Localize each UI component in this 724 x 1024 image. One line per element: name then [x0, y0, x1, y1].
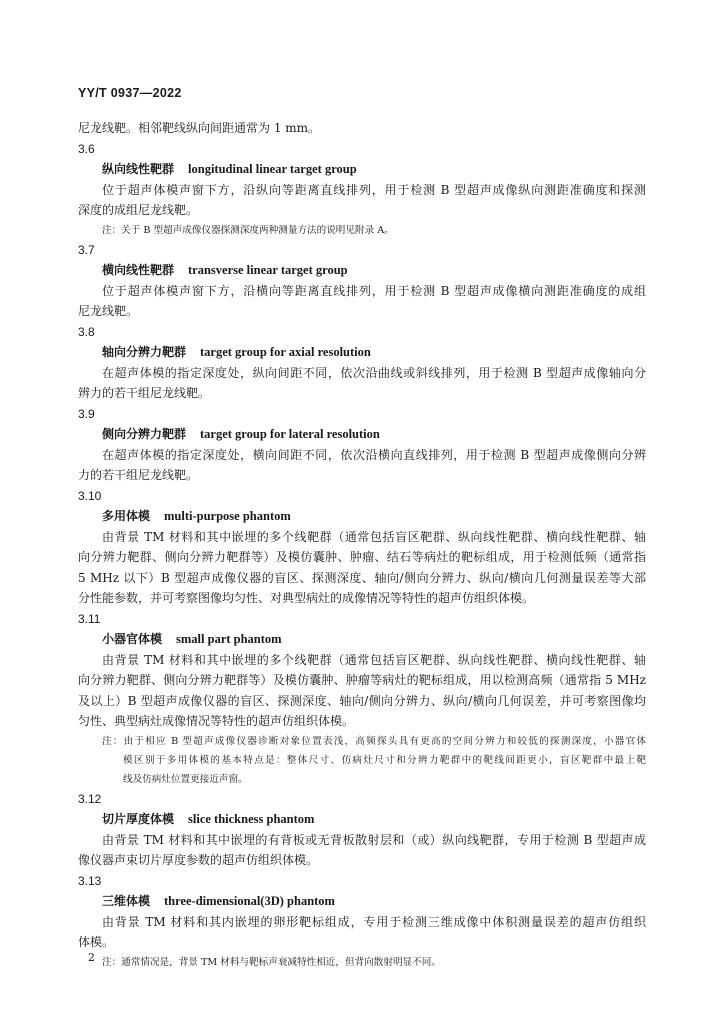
term-zh: 三维体模 [102, 894, 151, 908]
paragraph-line: 辨力的若干组尼龙线靶。 [78, 386, 211, 400]
term-en: slice thickness phantom [188, 812, 315, 826]
note-continuation: 线及仿病灶位置更接近声窗。 [123, 773, 248, 785]
term-heading [78, 809, 646, 830]
term-en: three-dimensional(3D) phantom [164, 894, 335, 908]
clause-number: 3.11 [78, 611, 101, 626]
page-number: 2 [88, 951, 95, 964]
term-heading [78, 260, 646, 281]
paragraph-line: 向分辨力靶群、侧向分辨力靶群等）及模仿囊肿、肿瘤等病灶的靶标组成，用以检测高频（通常指 5 MHz [78, 673, 646, 687]
term-zh: 切片厚度体模 [102, 812, 175, 826]
paragraph-line: 及以上）B 型超声成像仪器的盲区、探测深度、轴向/侧向分辨力、纵向/横向几何误差，并可考察图像均 [78, 693, 646, 708]
term-heading [78, 506, 646, 527]
paragraph-line: 位于超声体模声窗下方，沿横向等距离直线排列，用于检测 B 型超声成像横向测距准确度的成组 [102, 283, 646, 298]
note: 注：通常情况是，背景 TM 材料与靶标声衰减特性相近，但背向散射明显不同。 [102, 956, 441, 968]
term-zh: 侧向分辨力靶群 [102, 427, 187, 441]
paragraph-line: 力的若干组尼龙线靶。 [78, 468, 199, 482]
clause-number: 3.8 [78, 324, 95, 339]
term-en: target group for lateral resolution [200, 427, 380, 441]
paragraph-line: 由背景 TM 材料和其中嵌埋的多个线靶群（通常包括盲区靶群、纵向线性靶群、横向线性靶群、轴 [102, 652, 646, 667]
paragraph-line: 像仪器声束切片厚度参数的超声仿组织体模。 [78, 853, 319, 867]
standard-code: YY/T 0937—2022 [78, 86, 182, 100]
paragraph-line: 在超声体模的指定深度处，纵向间距不同，依次沿曲线或斜线排列，用于检测 B 型超声成像轴向分 [102, 365, 646, 380]
paragraph-line: 5 MHz 以下）B 型超声成像仪器的盲区、探测深度、轴向/侧向分辨力、纵向/横向几何测量误差等大部 [78, 570, 646, 585]
paragraph-line: 尼龙线靶。相邻靶线纵向间距通常为 1 mm。 [78, 121, 321, 135]
clause-number: 3.12 [78, 791, 102, 806]
paragraph-line: 匀性、典型病灶成像情况等特性的超声仿组织体模。 [78, 714, 355, 728]
paragraph-line: 在超声体模的指定深度处，横向间距不同，依次沿横向直线排列，用于检测 B 型超声成像侧向分辨 [102, 447, 646, 462]
paragraph-line: 由背景 TM 材料和其中嵌埋的有背板或无背板散射层和（或）纵向线靶群，专用于检测 B 型超声成 [102, 832, 646, 847]
clause-number: 3.9 [78, 406, 95, 421]
term-en: small part phantom [176, 632, 282, 646]
paragraph-line: 由背景 TM 材料和其内嵌埋的卵形靶标组成，专用于检测三维成像中体积测量误差的超声仿组织 [102, 914, 646, 929]
clause-number: 3.6 [78, 141, 95, 156]
term-heading [78, 891, 646, 912]
term-zh: 纵向线性靶群 [102, 162, 175, 176]
note-continuation: 模区别于多用体模的基本特点是：整体尺寸、仿病灶尺寸和分辨力靶群中的靶线间距更小，盲区靶群中最上靶 [123, 754, 646, 766]
term-en: longitudinal linear target group [188, 162, 357, 176]
term-heading [78, 159, 646, 180]
term-zh: 多用体模 [102, 509, 151, 523]
paragraph-line: 尼龙线靶。 [78, 304, 139, 318]
note: 注：关于 B 型超声成像仪器探测深度两种测量方法的说明见附录 A。 [102, 224, 394, 236]
clause-number: 3.10 [78, 488, 102, 503]
term-zh: 轴向分辨力靶群 [102, 345, 187, 359]
paragraph-line: 由背景 TM 材料和其中嵌埋的多个线靶群（通常包括盲区靶群、纵向线性靶群、横向线性靶群、轴 [102, 529, 646, 544]
paragraph-line: 位于超声体模声窗下方，沿纵向等距离直线排列，用于检测 B 型超声成像纵向测距准确度和探测 [102, 182, 646, 197]
paragraph-line: 体模。 [78, 935, 115, 949]
clause-number: 3.13 [78, 873, 102, 888]
term-heading [78, 424, 646, 445]
term-zh: 小器官体模 [102, 632, 163, 646]
paragraph-line: 向分辨力靶群、侧向分辨力靶群等）及模仿囊肿、肿瘤、结石等病灶的靶标组成，用于检测低频（通常指 [78, 550, 646, 564]
term-zh: 横向线性靶群 [102, 263, 175, 277]
term-heading [78, 342, 646, 363]
note: 注：由于相应 B 型超声成像仪器诊断对象位置表浅，高频探头具有更高的空间分辨力和较低的探测深度，小器官体 [102, 735, 646, 747]
term-heading [78, 629, 646, 650]
term-en: transverse linear target group [188, 263, 348, 277]
document-body [78, 118, 646, 972]
paragraph-line: 分性能参数，并可考察图像均匀性、对典型病灶的成像情况等特性的超声仿组织体模。 [78, 591, 535, 605]
paragraph-line: 深度的成组尼龙线靶。 [78, 203, 199, 217]
clause-number: 3.7 [78, 242, 95, 257]
term-en: multi-purpose phantom [164, 509, 291, 523]
term-en: target group for axial resolution [200, 345, 371, 359]
